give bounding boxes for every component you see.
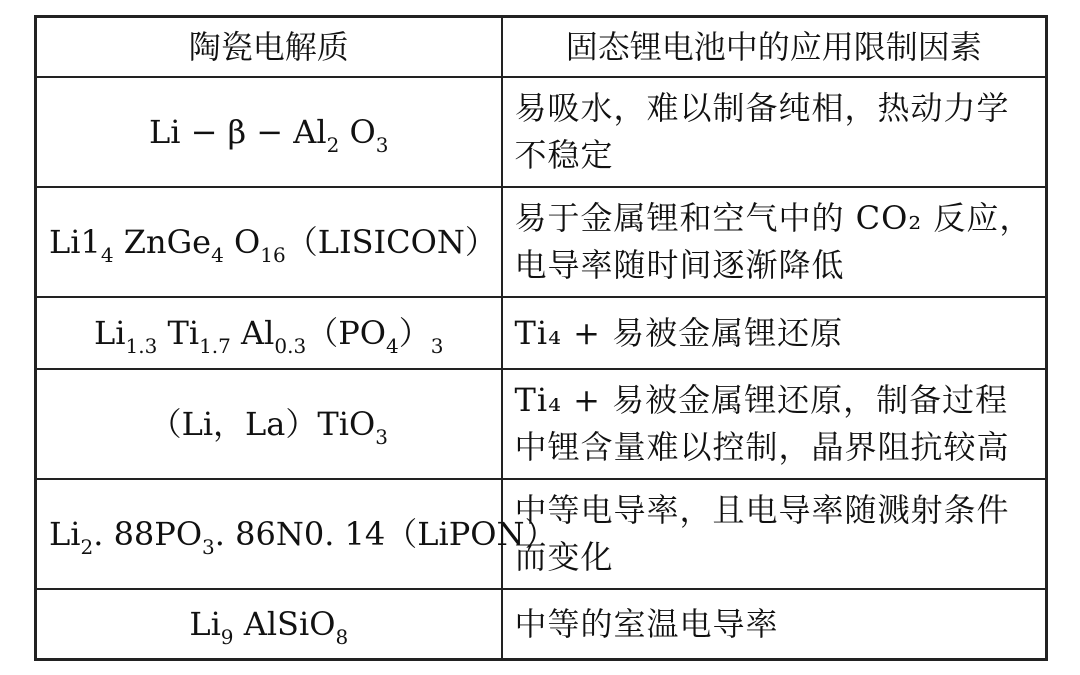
limitation-cell: 中等的室温电导率 [502,589,1047,660]
table-row [36,297,1047,369]
table-row [36,589,1047,660]
limitation-cell: 中等电导率，且电导率随溅射条件而变化 [502,479,1047,589]
table-header-row [36,17,1047,78]
header-limiting-factors: 固态锂电池中的应用限制因素 [502,17,1047,78]
electrolyte-cell [36,369,502,479]
table-row [36,369,1047,479]
header-ceramic-electrolyte: 陶瓷电解质 [36,17,502,78]
electrolyte-formula: $Li_2$. $88PO_3$. 86N0. 14（LiPON） [49,514,557,559]
electrolyte-cell [36,187,502,297]
electrolyte-formula: $Li_{1.3}$ $Ti_{1.7}$ $Al_{0.3}(PO_4)_3$ [94,313,444,358]
electrolyte-cell [36,297,502,369]
electrolyte-cell [36,589,502,660]
limitation-cell: 易吸水，难以制备纯相，热动力学不稳定 [502,77,1047,187]
table-row [36,479,1047,589]
electrolyte-formula: $Li_9$ AlSiO$_8$ [189,604,349,649]
electrolyte-cell [36,479,557,589]
table-row [36,187,1047,297]
limitation-cell: Ti₄ + 易被金属锂还原，制备过程中锂含量难以控制，晶界阻抗较高 [502,369,1047,479]
electrolyte-cell [36,77,502,187]
electrolyte-formula: $Li1_4$ ZnGe$_4$ $O_{16}(LISICON)$ [49,222,497,267]
electrolyte-formula: （Li，La）TiO$_3$ [149,404,388,449]
electrolyte-formula: $Li - \beta - Al_2$ $O_3$ [148,112,389,157]
limitation-cell: Ti₄ + 易被金属锂还原 [502,297,1047,369]
limitation-cell: 易于金属锂和空气中的 CO₂ 反应，电导率随时间逐渐降低 [502,187,1047,297]
table-row [36,77,1047,187]
electrolyte-comparison-table [34,15,1048,661]
